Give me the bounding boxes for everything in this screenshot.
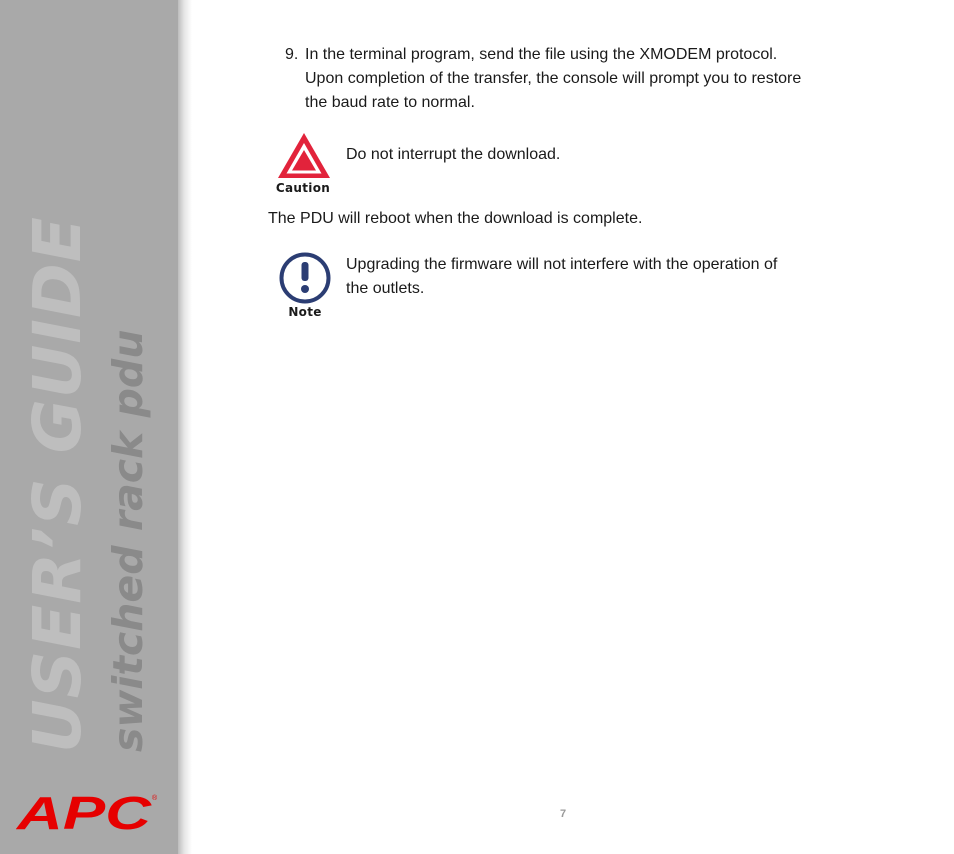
step-number: 9. (285, 46, 299, 63)
apc-logo-text: APC (16, 794, 152, 832)
caution-label: Caution (275, 181, 331, 195)
caution-text: Do not interrupt the download. (346, 146, 561, 163)
note-line-1: Upgrading the firmware will not interfere with the operation of (346, 256, 778, 273)
step-line-1: In the terminal program, send the file using the XMODEM protocol. (305, 46, 778, 63)
guide-title: USER’S GUIDE (19, 216, 96, 753)
note-label: Note (288, 305, 322, 319)
note-icon (277, 252, 333, 306)
caution-icon (275, 130, 333, 182)
step-text (305, 43, 880, 115)
reboot-paragraph: The PDU will reboot when the download is complete. (268, 210, 643, 227)
sidebar-shadow (178, 0, 192, 854)
note-text (346, 253, 846, 301)
apc-logo (16, 794, 152, 832)
guide-subtitle-vertical (104, 329, 152, 752)
step-line-2: Upon completion of the transfer, the console will prompt you to restore (305, 70, 802, 87)
step-line-3: the baud rate to normal. (305, 94, 475, 111)
registered-mark: ® (152, 795, 158, 802)
note-line-2: the outlets. (346, 280, 425, 297)
guide-title-vertical (19, 216, 96, 753)
page-number: 7 (560, 808, 567, 820)
guide-subtitle: switched rack pdu (104, 329, 152, 752)
